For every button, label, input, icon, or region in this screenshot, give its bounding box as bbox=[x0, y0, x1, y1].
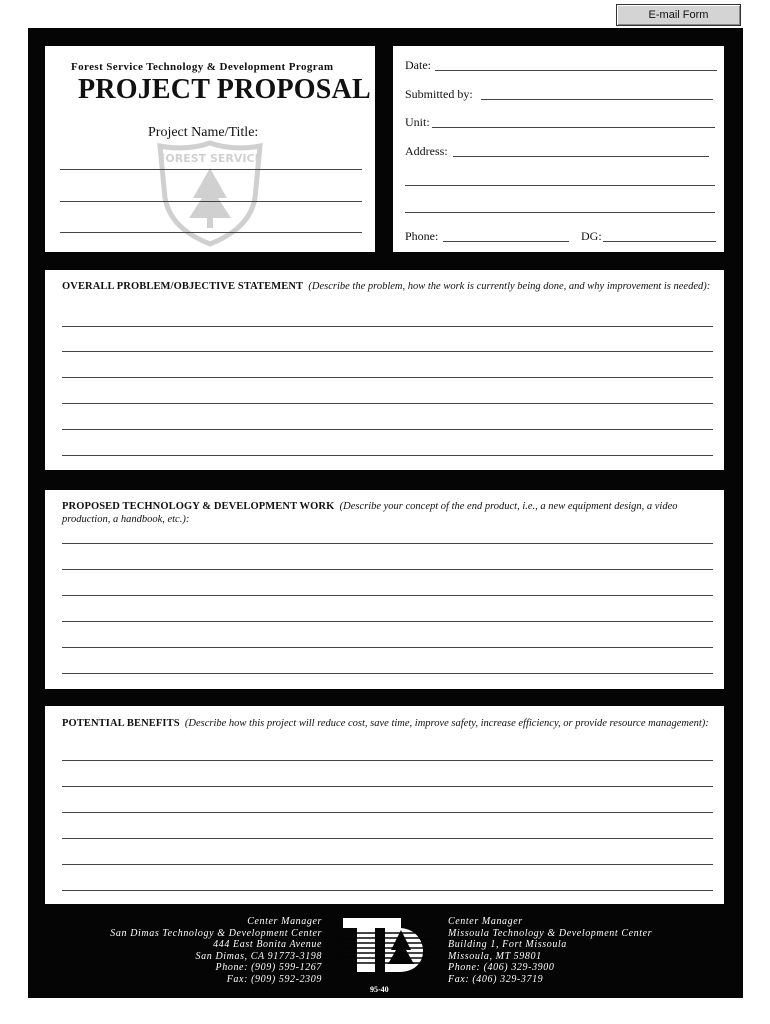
proposed-work-heading bbox=[62, 500, 712, 526]
td-logo-icon bbox=[337, 916, 437, 976]
section-title: PROPOSED TECHNOLOGY & DEVELOPMENT WORK bbox=[62, 501, 335, 512]
svg-text:FOREST SERVICE: FOREST SERVICE bbox=[157, 152, 263, 165]
section-description: (Describe how this project will reduce cost, save time, improve safety, increase efficiency, or provide resource management): bbox=[184, 718, 709, 729]
benefits-line-1[interactable] bbox=[62, 760, 713, 761]
problem-line-6[interactable] bbox=[62, 455, 713, 456]
problem-line-4[interactable] bbox=[62, 403, 713, 404]
problem-line-5[interactable] bbox=[62, 429, 713, 430]
form-code: 95-40 bbox=[370, 985, 389, 994]
unit-label: Unit: bbox=[405, 115, 430, 129]
date-field[interactable] bbox=[435, 70, 717, 71]
problem-line-3[interactable] bbox=[62, 377, 713, 378]
section-title: OVERALL PROBLEM/OBJECTIVE STATEMENT bbox=[62, 281, 304, 292]
benefits-line-2[interactable] bbox=[62, 786, 713, 787]
benefits-heading bbox=[62, 717, 712, 730]
date-label: Date: bbox=[405, 58, 431, 72]
benefits-line-6[interactable] bbox=[62, 890, 713, 891]
program-name: Forest Service Technology & Development Program bbox=[71, 61, 334, 73]
contact-panel bbox=[393, 46, 724, 252]
problem-statement-heading bbox=[62, 280, 712, 293]
project-name-line-2[interactable] bbox=[60, 201, 362, 202]
phone-field[interactable] bbox=[443, 241, 569, 242]
email-form-button[interactable]: E-mail Form bbox=[616, 4, 741, 26]
dg-label: DG: bbox=[581, 229, 602, 243]
section-description: (Describe the problem, how the work is currently being done, and why improvement is needed): bbox=[308, 281, 711, 292]
project-name-line-1[interactable] bbox=[60, 169, 362, 170]
benefits-panel bbox=[45, 706, 724, 904]
benefits-line-4[interactable] bbox=[62, 838, 713, 839]
proposed-line-5[interactable] bbox=[62, 647, 713, 648]
submitted-by-field[interactable] bbox=[481, 99, 713, 100]
unit-field[interactable] bbox=[432, 127, 715, 128]
section-description: (Describe your concept of the end product, i.e., a new equipment design, a video production, a handbook, etc.): bbox=[62, 501, 678, 525]
header-panel bbox=[45, 46, 375, 252]
proposed-line-3[interactable] bbox=[62, 595, 713, 596]
submitted-by-label: Submitted by: bbox=[405, 87, 473, 101]
proposed-line-2[interactable] bbox=[62, 569, 713, 570]
project-name-label: Project Name/Title: bbox=[148, 125, 259, 140]
problem-line-1[interactable] bbox=[62, 326, 713, 327]
section-title: POTENTIAL BENEFITS bbox=[62, 718, 180, 729]
san-dimas-address: Center Manager San Dimas Technology & Development Center 444 East Bonita Avenue San Dimas, CA 91773-3198 Phone: (909) 599-1267 Fax: (909) 592-2309 bbox=[110, 916, 322, 985]
address-field-1[interactable] bbox=[453, 156, 709, 157]
missoula-address: Center Manager Missoula Technology & Development Center Building 1, Fort Missoula Missoula, MT 59801 Phone: (406) 329-3900 Fax: (406) 329-3719 bbox=[448, 916, 653, 985]
benefits-line-5[interactable] bbox=[62, 864, 713, 865]
address-label: Address: bbox=[405, 144, 448, 158]
proposed-line-1[interactable] bbox=[62, 543, 713, 544]
form-title: PROJECT PROPOSAL bbox=[78, 74, 371, 105]
proposed-line-4[interactable] bbox=[62, 621, 713, 622]
dg-field[interactable] bbox=[603, 241, 716, 242]
problem-statement-panel bbox=[45, 270, 724, 470]
address-field-2[interactable] bbox=[405, 185, 715, 186]
proposed-line-6[interactable] bbox=[62, 673, 713, 674]
problem-line-2[interactable] bbox=[62, 351, 713, 352]
project-name-line-3[interactable] bbox=[60, 232, 362, 233]
address-field-3[interactable] bbox=[405, 212, 715, 213]
benefits-line-3[interactable] bbox=[62, 812, 713, 813]
phone-label: Phone: bbox=[405, 229, 439, 243]
